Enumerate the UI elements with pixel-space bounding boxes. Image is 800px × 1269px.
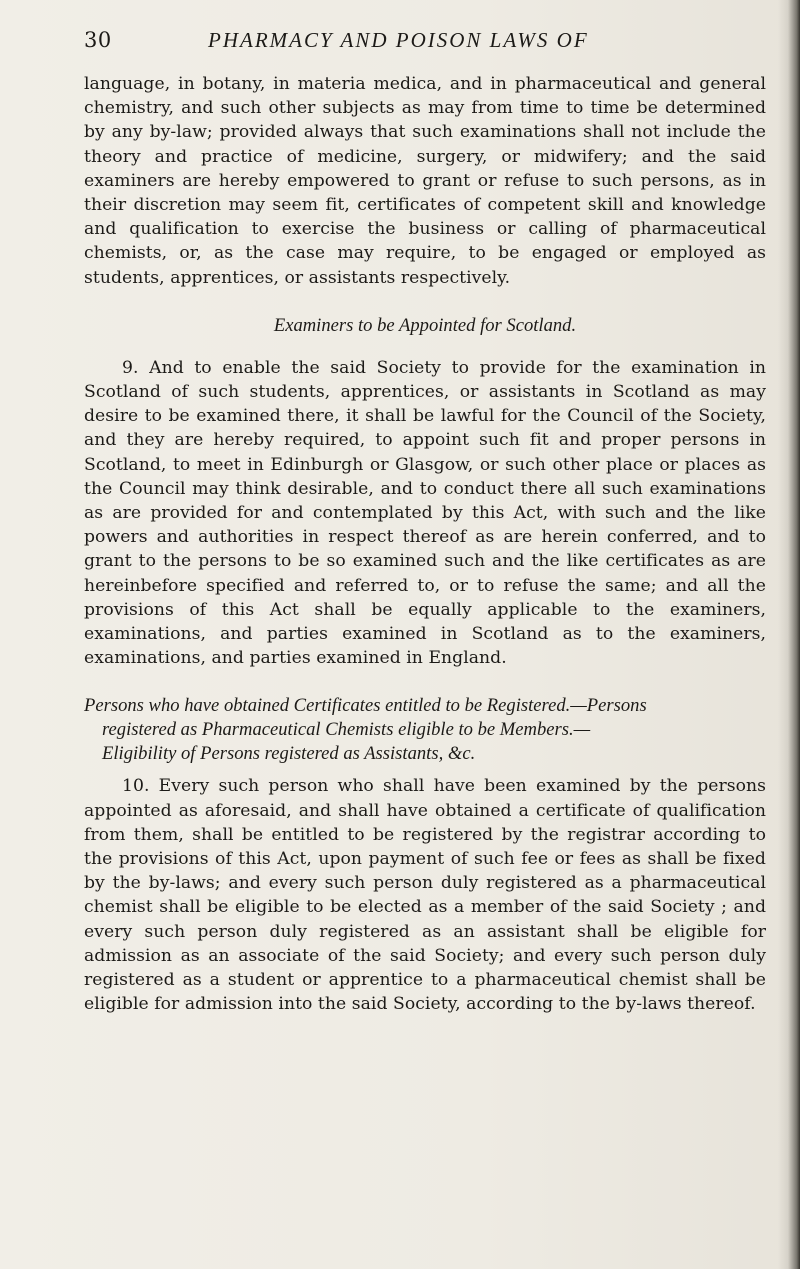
- paragraph-section-10: 10. Every such person who shall have been examined by the persons appointed as aforesaid, and shall have obtained a certificate of qualification from them, shall be entitled to be registered by the registrar according to the provisions of this Act, upon payment of such fee or fees as shall be fixed by the by-laws; and every such person duly registered as a pharmaceutical chemist shall be eligible to be elected as a member of the said Society ; and every such person duly registered as an assistant shall be eligible for admission as an associate of the said Society; and every such person duly registered as a student or apprentice to a pharmaceutical chemist shall be eligible for admission into the said Society, according to the by-laws thereof.: [84, 776, 766, 1015]
- section-heading-registration: [84, 694, 766, 766]
- page-header: [84, 22, 764, 62]
- body-text: [84, 72, 766, 1017]
- paragraph-section-9: 9. And to enable the said Society to provide for the examination in Scotland of such students, apprentices, or assistants in Scotland as may desire to be examined there, it shall be lawful for the Council of the Society, and they are hereby required, to appoint such fit and proper persons in Scotland, to meet in Edinburgh or Glasgow, or such other place or places as the Council may think desirable, and to conduct there all such examinations as are provided for and contemplated by this Act, with such and the like powers and authorities in respect thereof as are herein conferred, and to grant to the persons to be so examined such and the like certificates as are hereinbefore specified and referred to, or to refuse the same; and all the provisions of this Act shall be equally applicable to the examiners, examinations, and parties examined in Scotland as to the examiners, examinations, and parties examined in England.: [84, 357, 766, 669]
- section-heading-examiners-scotland: Examiners to be Appointed for Scotland.: [273, 314, 577, 336]
- running-head: PHARMACY AND POISON LAWS OF: [208, 28, 589, 52]
- heading-line-3: Eligibility of Persons registered as Assistants, &c.: [102, 743, 476, 765]
- page-number: 30: [84, 28, 112, 52]
- page-edge-shadow: [778, 0, 800, 1269]
- heading-line-2: registered as Pharmaceutical Chemists eligible to be Members.—: [102, 719, 591, 741]
- paragraph-continuation: language, in botany, in materia medica, and in pharmaceutical and general chemistry, and such other subjects as may from time to time be determined by any by-law; provided always that such examinations shall not include the theory and practice of medicine, surgery, or midwifery; and the said examiners are hereby empowered to grant or refuse to such persons, as in their discretion may seem fit, certificates of competent skill and knowledge and qualification to exercise the business or calling of pharmaceutical chemists, or, as the case may require, to be engaged or employed as students, apprentices, or assistants respectively.: [84, 74, 766, 288]
- heading-line-1: Persons who have obtained Certificates entitled to be Registered.—Persons: [84, 695, 647, 717]
